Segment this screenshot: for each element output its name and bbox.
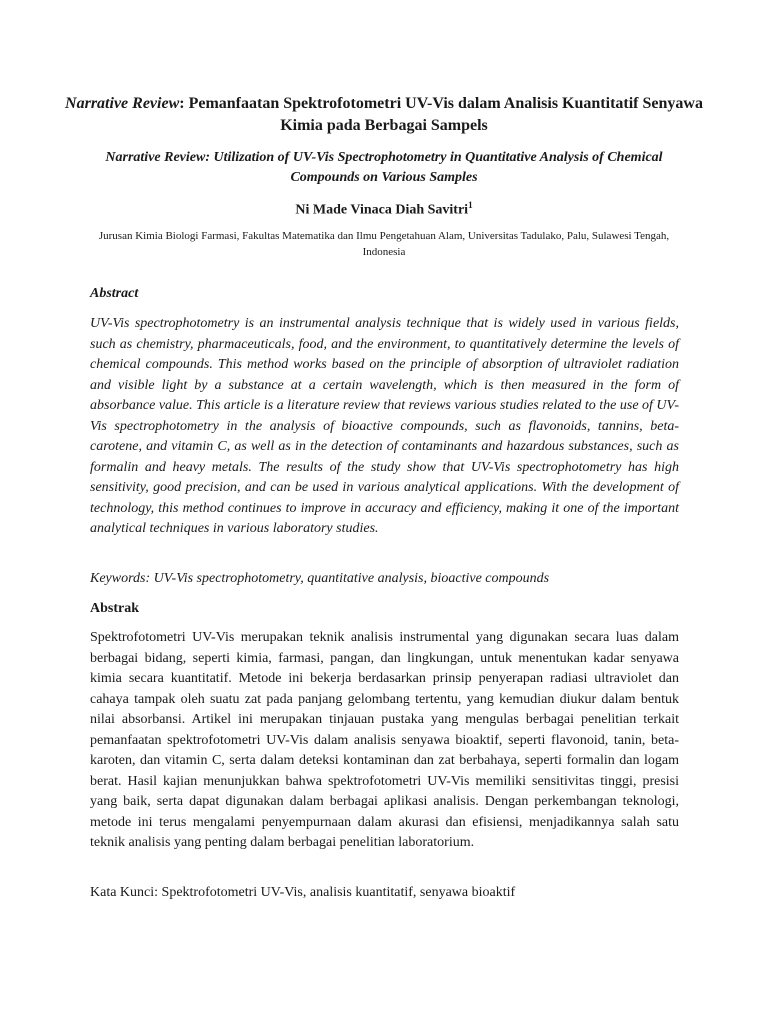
author-line xyxy=(60,195,708,221)
abstrak-body: Spektrofotometri UV-Vis merupakan teknik analisis instrumental yang digunakan secara luas dalam berbagai bidang, seperti kimia, farmasi, pangan, dan lingkungan, untuk menentukan kadar senyawa kimia secara kuantitatif. Metode ini bekerja berdasarkan prinsip penyerapan radiasi ultraviolet dan cahaya tampak oleh suatu zat pada panjang gelombang tertentu, yang kemudian diukur dalam bentuk nilai absorbansi. Artikel ini merupakan tinjauan pustaka yang mengulas berbagai penelitian terkait pemanfaatan spektrofotometri UV-Vis dalam analisis senyawa bioaktif, seperti flavonoid, tanin, beta-karoten, dan vitamin C, serta dalam deteksi kontaminan dan zat berbahaya, seperti formalin dan logam berat. Hasil kajian menunjukkan bahwa spektrofotometri UV-Vis memiliki sensitivitas tinggi, presisi yang baik, serta dapat digunakan dalam berbagai aplikasi analisis. Dengan perkembangan teknologi, metode ini terus mengalami penyempurnaan dalam akurasi dan efisiensi, menjadikannya salah satu teknik analisis yang penting dalam berbagai penelitian laboratorium. xyxy=(90,630,679,850)
kata-kunci-line: Kata Kunci: Spektrofotometri UV-Vis, analisis kuantitatif, senyawa bioaktif xyxy=(90,885,516,900)
paper-title xyxy=(60,93,708,137)
abstract-heading: Abstract xyxy=(90,286,139,301)
author-name: Ni Made Vinaca Diah Savitri xyxy=(295,202,469,218)
paper-subtitle: Narrative Review: Utilization of UV-Vis Spectrophotometry in Quantitative Analysis of Chemical Compounds on Various Samples xyxy=(105,150,663,185)
abstract-body: UV-Vis spectrophotometry is an instrumental analysis technique that is widely used in various fields, such as chemistry, pharmaceuticals, food, and the environment, to quantitatively determine the levels of chemical compounds. This method works based on the principle of absorption of ultraviolet radiation and visible light by a substance at a certain wavelength, which is then measured in the form of absorbance value. This article is a literature review that reviews various studies related to the use of UV-Vis spectrophotometry in the analysis of bioactive compounds, such as flavonoids, tannins, beta-carotene, and vitamin C, as well as in the detection of contaminants and hazardous substances, such as formalin and heavy metals. The results of the study show that UV-Vis spectrophotometry has high sensitivity, good precision, and can be used in various analytical applications. With the development of technology, this method continues to improve in accuracy and efficiency, making it one of the important analytical techniques in various laboratory studies. xyxy=(90,316,679,536)
keywords-line: Keywords: UV-Vis spectrophotometry, quantitative analysis, bioactive compounds xyxy=(90,571,550,586)
author-affiliation-marker: 1 xyxy=(468,200,473,210)
title-main: : Pemanfaatan Spektrofotometri UV-Vis dalam Analisis Kuantitatif Senyawa Kimia pada Berbagai Sampels xyxy=(179,95,703,134)
title-prefix: Narrative Review xyxy=(65,95,180,112)
abstrak-heading: Abstrak xyxy=(90,601,140,616)
author-affiliation: Jurusan Kimia Biologi Farmasi, Fakultas Matematika dan Ilmu Pengetahuan Alam, Universitas Tadulako, Palu, Sulawesi Tengah, Indonesia xyxy=(98,230,670,258)
